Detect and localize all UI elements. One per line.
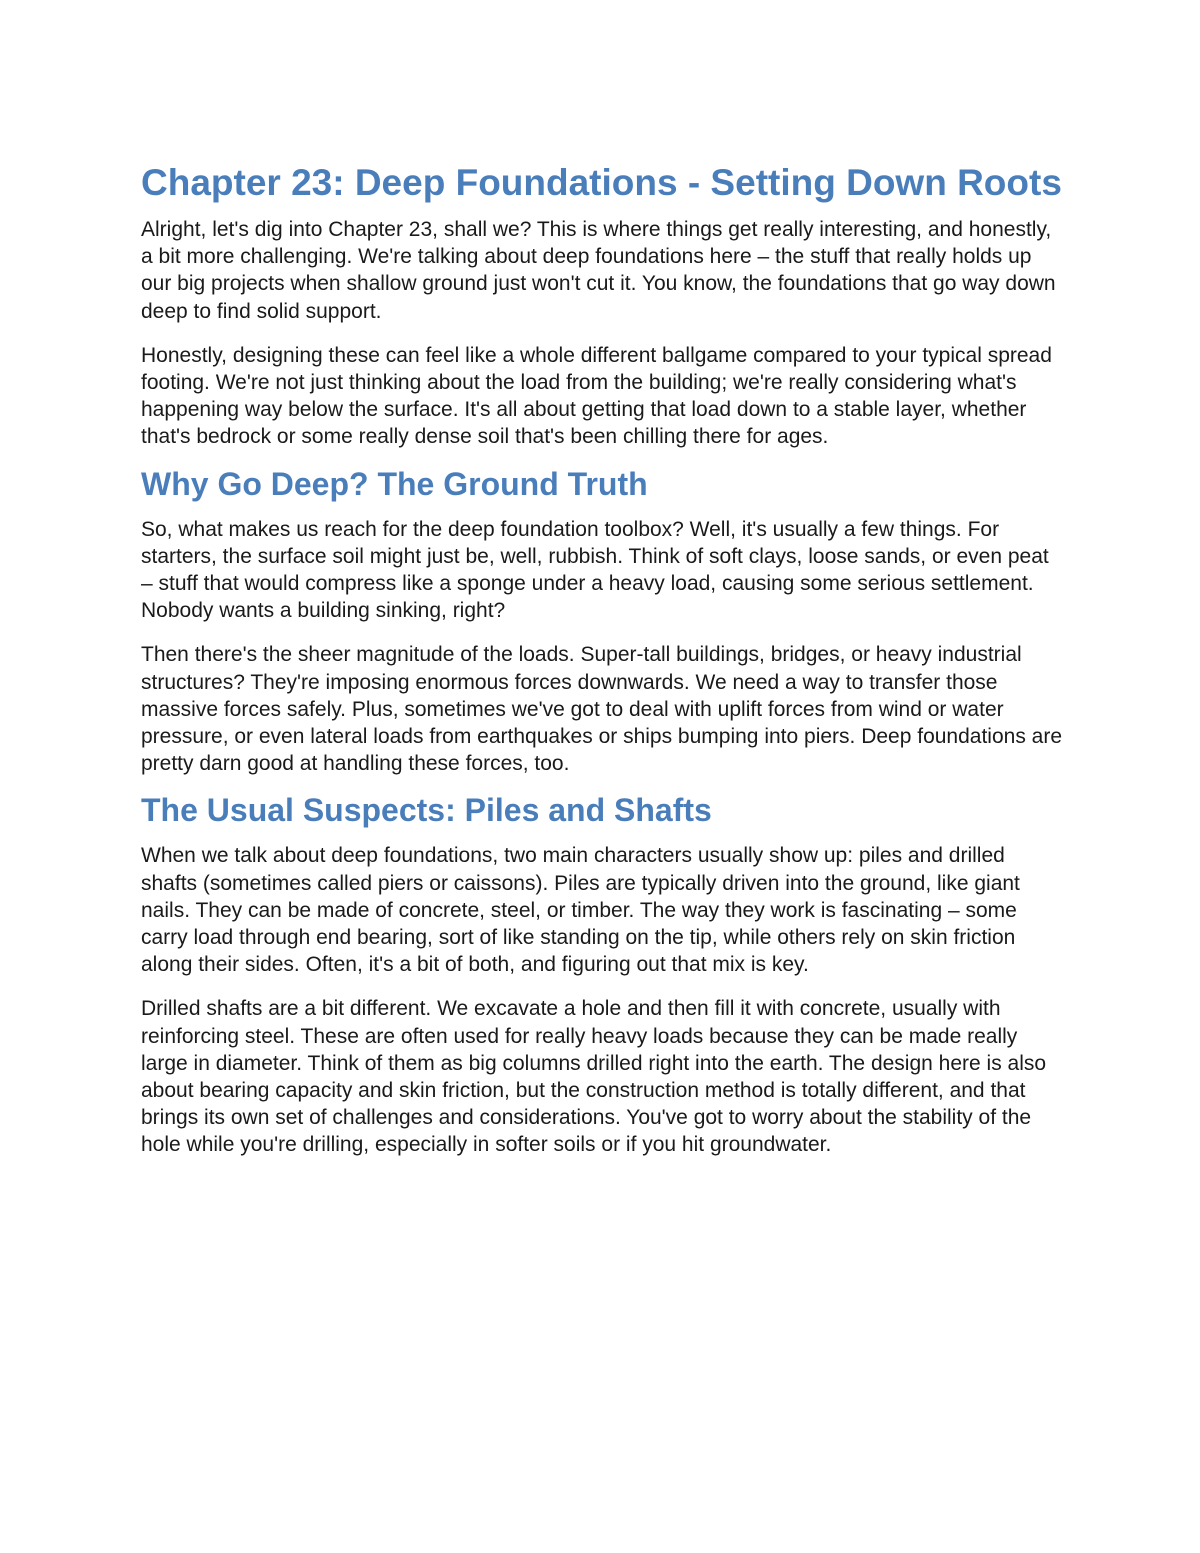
section-heading-usual-suspects: The Usual Suspects: Piles and Shafts — [141, 792, 712, 829]
section-2-paragraph-2: Drilled shafts are a bit different. We excavate a hole and then fill it with concrete, usually with reinforcing steel. These are often used for really heavy loads because they can be made really large in diameter. Think of them as big columns drilled right into the earth. The design here is also about bearing capacity and skin friction, but the construction method is totally different, and that brings its own set of challenges and considerations. You've got to worry about the stability of the hole while you're drilling, especially in softer soils or if you hit groundwater. — [141, 997, 1047, 1157]
intro-paragraph-2: Honestly, designing these can feel like a whole different ballgame compared to your typical spread footing. We're not just thinking about the load from the building; we're really considering what's happening way below the surface. It's all about getting that load down to a stable layer, whether that's bedrock or some really dense soil that's been chilling there for ages. — [141, 343, 1052, 449]
section-2-paragraph-1: When we talk about deep foundations, two main characters usually show up: piles and drilled shafts (sometimes called piers or caissons). Piles are typically driven into the ground, like giant nails. They can be made of concrete, steel, or timber. The way they work is fascinating – some carry load through end bearing, sort of like standing on the tip, while others rely on skin friction along their sides. Often, it's a bit of both, and figuring out that mix is key. — [141, 844, 1020, 977]
section-heading-why-go-deep: Why Go Deep? The Ground Truth — [141, 465, 648, 502]
intro-paragraph-1: Alright, let's dig into Chapter 23, shall we? This is where things get really interesting, and honestly, a bit more challenging. We're talking about deep foundations here – the stuff that really holds up our big projects when shallow ground just won't cut it. You know, the foundations that go way down deep to find solid support. — [141, 218, 1056, 323]
section-1-paragraph-1: So, what makes us reach for the deep foundation toolbox? Well, it's usually a few things. For starters, the surface soil might just be, well, rubbish. Think of soft clays, loose sands, or even peat – stuff that would compress like a sponge under a heavy load, causing some serious settlement. Nobody wants a building sinking, right? — [141, 517, 1049, 623]
document-content — [141, 160, 1066, 1176]
section-1-paragraph-2: Then there's the sheer magnitude of the loads. Super-tall buildings, bridges, or heavy industrial structures? They're imposing enormous forces downwards. We need a way to transfer those massive forces safely. Plus, sometimes we've got to deal with uplift forces from wind or water pressure, or even lateral loads from earthquakes or ships bumping into piers. Deep foundations are pretty darn good at handling these forces, too. — [141, 643, 1063, 776]
chapter-title: Chapter 23: Deep Foundations - Setting Down Roots — [141, 162, 1062, 203]
